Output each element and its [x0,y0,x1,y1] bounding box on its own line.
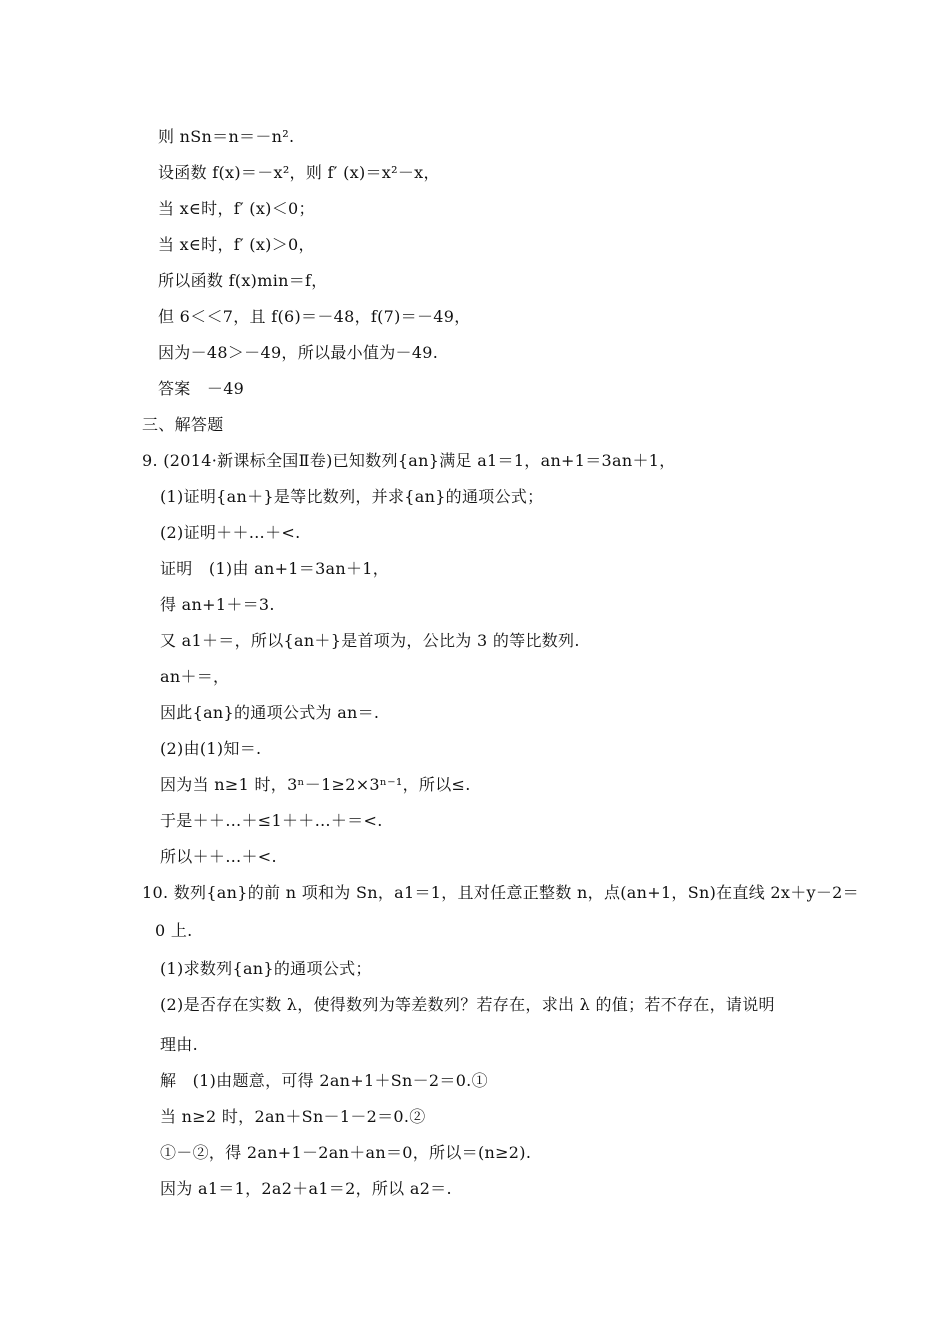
text-line: 因为当 n≥1 时，3ⁿ－1≥2×3ⁿ⁻¹，所以≤. [160,775,471,794]
text-line: (1)求数列{an}的通项公式； [160,959,372,978]
text-line: 所以函数 f(x)min＝f， [158,271,328,290]
text-line: 当 x∈时，f′ (x)＜0； [158,199,315,218]
text-line: (1)证明{an＋}是等比数列，并求{an}的通项公式； [160,487,544,506]
text-line: 理由. [160,1035,198,1054]
text-line: 当 n≥2 时，2an＋Sn－1－2＝0.② [160,1107,426,1126]
text-line: an＋＝， [160,667,230,686]
text-line: (2)是否存在实数 λ，使得数列为等差数列？若存在，求出 λ 的值；若不存在，请说明 [160,995,775,1014]
text-line: (2)证明＋＋…＋<. [160,523,301,542]
text-line: 因此{an}的通项公式为 an＝. [160,703,380,722]
text-line: 解 (1)由题意，可得 2an+1＋Sn－2＝0.① [160,1071,488,1090]
text-line: 0 上. [155,921,193,940]
text-line: 证明 (1)由 an+1＝3an＋1， [160,559,390,578]
text-line: 答案 －49 [158,379,245,398]
text-line: (2)由(1)知＝. [160,739,262,758]
text-line: 因为－48＞－49，所以最小值为－49. [158,343,439,362]
problem-9-statement: 9. (2014·新课标全国Ⅱ卷)已知数列{an}满足 a1＝1，an+1＝3an＋1， [142,451,676,470]
text-line: 则 nSn＝n＝－n². [158,127,295,146]
text-line: 因为 a1＝1，2a2＋a1＝2，所以 a2＝. [160,1179,452,1198]
text-line: 所以＋＋…＋<. [160,847,277,866]
text-line: 于是＋＋…＋≤1＋＋…＋＝<. [160,811,383,830]
text-line: 当 x∈时，f′ (x)＞0， [158,235,315,254]
text-line: 得 an+1＋＝3. [160,595,275,614]
section-heading: 三、解答题 [142,415,224,434]
text-line: 但 6＜＜7，且 f(6)＝－48，f(7)＝－49， [158,307,471,326]
problem-10-statement: 10. 数列{an}的前 n 项和为 Sn，a1＝1，且对任意正整数 n，点(an+1，Sn)在直线 2x＋y－2＝ [142,883,859,902]
text-line: ①－②，得 2an+1－2an＋an＝0，所以＝(n≥2). [160,1143,532,1162]
text-line: 又 a1＋＝，所以{an＋}是首项为，公比为 3 的等比数列. [160,631,580,650]
text-line: 设函数 f(x)＝－x²，则 f′ (x)＝x²－x， [158,163,440,182]
